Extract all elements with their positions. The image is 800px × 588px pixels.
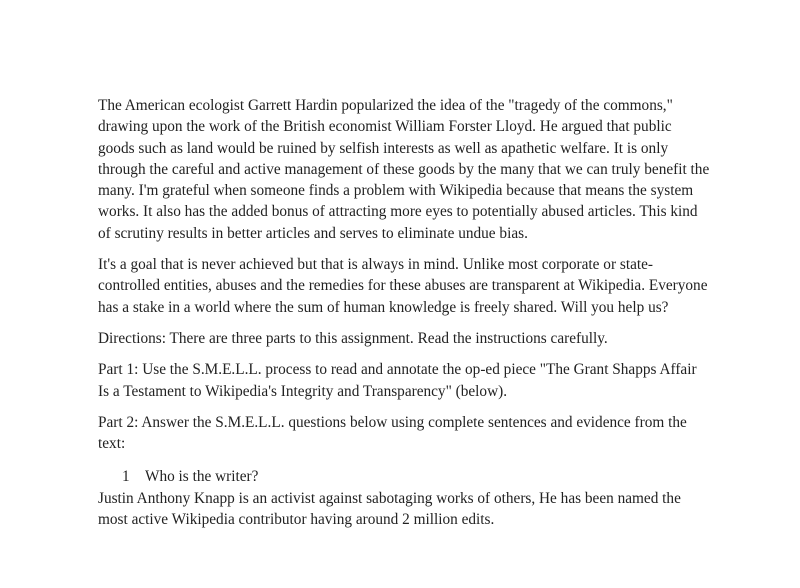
answer-text: Justin Anthony Knapp is an activist against sabotaging works of others, He has been named the most active Wikipedia contributor having around 2 million edits. — [98, 489, 681, 529]
paragraph-part-1: Part 1: Use the S.M.E.L.L. process to read and annotate the op-ed piece "The Grant Shapps Affair Is a Testament to Wikipedia's Integrity and Transparency" (below). — [98, 361, 697, 400]
question-item — [122, 466, 710, 487]
paragraph-directions: Directions: There are three parts to this assignment. Read the instructions carefully. — [98, 329, 608, 347]
paragraph-goal: It's a goal that is never achieved but that is always in mind. Unlike most corporate or state-controlled entities, abuses and the remedies for these abuses are transparent at Wikipedia. Everyone has a stake in a world where the sum of human knowledge is freely shared. Will you help us? — [98, 256, 708, 316]
document-body — [98, 95, 710, 530]
question-text: Who is the writer? — [145, 468, 259, 486]
paragraph-part-2: Part 2: Answer the S.M.E.L.L. questions below using complete sentences and evidence from the text: — [98, 413, 687, 453]
question-number: 1 — [122, 468, 130, 486]
paragraph-tragedy-of-commons: The American ecologist Garrett Hardin popularized the idea of the "tragedy of the commons," drawing upon the work of the British economist William Forster Lloyd. He argued that public goods such as land would be ruined by selfish interests as well as apathetic welfare. It is only through the careful and active management of these goods by the many that we can truly benefit the many. I'm grateful when someone finds a problem with Wikipedia because that means the system works. It also has the added bonus of attracting more eyes to potentially abused articles. This kind of scrutiny results in better articles and serves to eliminate undue bias. — [98, 97, 710, 242]
